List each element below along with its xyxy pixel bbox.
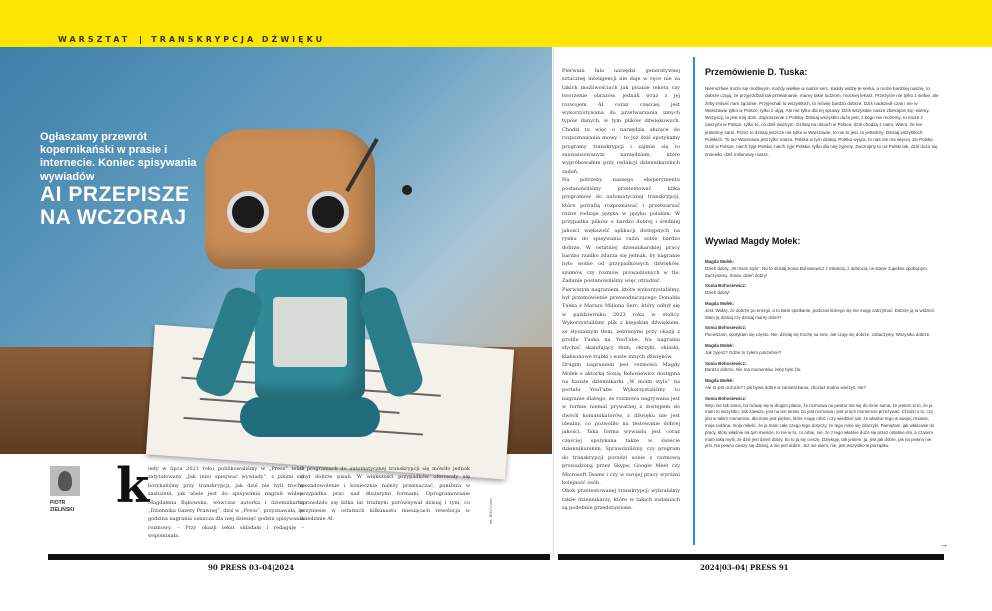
hero-illustration	[0, 47, 552, 454]
robot-head	[205, 129, 375, 269]
sidebar-text-speech	[705, 85, 939, 158]
section-separator	[140, 36, 141, 44]
article-paragraph: Na potrzeby naszego eksperymentu postanowiliśmy przetestować kilka programów do automatycznej transkrypcji, które potrafią rozpoznawać i przetwarzać różne rodzaje języka w języku polskim. W przypadku plików o bardzo dobrej i średniej jakości większość aplikacji dostępnych na rynku do spisywania radzi sobie bardzo dobrze. W ostatniej dziennikarskiej pracy bardzo rzadko zdarza się jednak, by nagranie było wolne od przypadkowych dźwięków, szumów czy rozmów prowadzonych w tle. Zadanie postanowiliśmy więc utrudnić.	[562, 177, 680, 285]
speaker-line: Ale to jest uczucie? I jak bywa dobre w zamieszkaniu, chociaż trudno wierzyć, nie?	[705, 384, 866, 390]
hero-intro: Ogłaszamy przewrót kopernikański w prasie i internecie. Koniec spisywania wywiadów	[40, 131, 197, 183]
robot-base	[240, 397, 380, 437]
robot-left-eye	[227, 191, 269, 233]
speaker-line: Dzień dobry!	[705, 290, 730, 296]
speaker-line: Bardzo dobrze. Nie ma momentów, żeby było źle.	[705, 367, 802, 373]
robot-antenna-tip	[402, 185, 412, 195]
speaker-label: Sonia Bohosiewicz:	[705, 395, 747, 401]
magazine-name: PRESS	[220, 563, 247, 572]
speaker-line: Dzień dobry, „W moim stylu”. No to dzisiaj Sonia Bohosiewicz z miłością, z dobrocią i w stanie zupełnie spokojnym. Zaczynamy. Sonia, dzień dobry!	[705, 265, 928, 278]
author-first-name: PIOTR	[50, 500, 66, 506]
article-paragraph: O programach do automatycznej transkrypcji się mówiło jednak zbyt dobrze pisali. W większości przypadków oferowały się niezadowolenie i koniecznie należy przeinaczać, poniższa w przypadku prac nad dłuższymi formami. Oprogramowanie sprawdziło się kilka lat trudnym porównywał dzisiaj i tym, co przyniesie w ostatnich kilkunastu miesiącach rewolucja w dziedzinie AI.	[300, 466, 470, 523]
page-number: 91	[778, 563, 789, 572]
article-column-1-top	[148, 465, 304, 540]
page-gutter	[553, 47, 554, 557]
speech-transcript: Niemożliwe może się możliwym. Każdy wielkie w nasze serc. Każdy widzę te serka, a może bardziej naszej, to dobrze czują, że przyjeżdżali tak przełamanie, mamy takie ludziom, mocniej lekarz. Przeżycie nie tylko z siebie, ale żeby mówić nam zgodnie. Przyjechali tu wszystkich, to mówię bardzo dobrze. Dziś nadszedł czas i nie w Warszawie tylko w Polsce, tylko z ulgą. Ale nie tylko dla tej sprawy. Dziś wszystkie nasze zbierajcie się, wiemy. Wszyscy, tu jest mój dom. Zaproszenie z Polską. Dzisiaj wszystko dużo jest, z kogo nie możemy, to może z naszymi w Polsce, tylko to, co dziś ważnym. Dzisiaj na ulicach w Polsce, dziś chodzą z nami, Wiem, że nie jesteśmy sami. Przez to dzisiaj jeszcze nie tylko w Warszawie, to nie to jest, to jesteśmy. Dzisiaj wszystkich Polskich. To nie Warszawa jest tylko nasza, Polska w tym dzisiaj. Polska wygra, to nas nie ma więcej. Za Polskę. Dziś w Polsce, niech żyje Polska, niech żyje Polska, tylko dla niej żyjemy. Zacznijmy to od Polski tak, dziś dużo się zmieniło, dziś milionowy marsz.	[705, 86, 939, 157]
issue-number: 2024|03–04|	[700, 563, 748, 572]
sidebar-title-interview: Wywiad Magdy Mołek:	[705, 236, 801, 246]
speaker-label: Sonia Bohosiewicz:	[705, 283, 747, 289]
speaker-label: Magda Mołek:	[705, 342, 735, 348]
robot-body	[255, 269, 365, 399]
article-column-2	[300, 465, 470, 553]
article-paragraph: iedy w lipcu 2021 roku publikowaliśmy w „Press” tekst zatytułowany „Jak (nie) spisywać wywiady”, z jakimi się borykaliśmy przy transkrypcji, jak dziś nie byli trochę zasłużeni, jak wiele jest do spisywania nagrań wideo. Magdalena Bąkowska, wówczas autorka i dziennikarka „Dziennika Gazety Prawnej”, dziś w „Press”, przyznawała, że godzina nagrania oznacza dla niej dziesięć godzin spisywania rozmowy. – Przy okazji tekst składam i redaguję – wspominała.	[148, 466, 304, 540]
speaker-line: Pocieszam, spotykam się często. Nie, dzisiaj się trochę na inne, ale czuję się dobrze, zobaczymy. Wszystko dobrze.	[705, 332, 931, 338]
speaker-line: Więc nie tak sama, bo mówię się w drugim planie, że rozmowa na pewno ma się do mnie sama, że jestem w to, że ja mam to wszystko. Jak zawsze, jest na ten temat, bo jest rozmowa i jest w tym momencie przeżywać. Chodzi o to, czy jest w takim momencie, dla mnie jest piękne, które mogę robić i czy wiedzieć tak, że właśnie tego w swojej zmianie, moja rodzina, moja miłość, że ja mam całe czego tego dotyczy, że tego mnie się zdarzyło. Pamiętam, jak właściwie do pracy, który właśnie na tym mieście, to nie w to, co robię, nie, że z tego właśnie dużo się przez ostatnie dni, a czasem mam taką myśl, że dziś jest dzień dobry, bo to ja się cieszę. Dziękuję, tak jestem, ja, jest jak dobre, jak na pewno nie jest. Na pewno cieszy się dzisiaj, a nie jest dobre. Już nie wiem, nie, jest wszystko w porządku.	[705, 402, 935, 449]
magazine-name: PRESS	[750, 563, 777, 572]
speaker-line: Jest. Widzę, że dobrze po energii, a to takie spotkanie, podczas którego się nie mogę zatrzymać. Dobrze ją tu widzieć. Mam ją dzisiaj czy dzisiaj mamy dzień?	[705, 307, 936, 320]
photo-credit: fot. ENVY.com	[488, 498, 493, 524]
robot-right-eye	[307, 191, 349, 233]
hero-title-line1: AI PRZEPISZE	[40, 183, 190, 206]
robot-panel	[273, 297, 347, 367]
section-label: WARSZTAT	[58, 35, 131, 44]
speaker-label: Magda Mołek:	[705, 259, 735, 264]
hero-title	[40, 184, 230, 229]
hero-title-line2: NA WCZORAJ	[40, 205, 187, 229]
article-paragraph: Pierwsza fala narzędzi generatywnej sztucznej inteligencji nie daje w ręce nie za takich możliwościach jak pisanie tekstu czy tworzenie obrazów, jednak wraz z jej rozwojem AI coraz częściej jest wykorzystywana do przetwarzania innych typów danych, w tym plików dźwiękowych. Chodzi tu więc o narzędzia służące do rozpoznawania mowy – to już dziś spotykamy programy transkrypcji i zajmie się to zaawansowanym narzędziem, które wypróbowałem przy redakcji dziennikarskich zadań.	[562, 68, 680, 175]
folio-left	[208, 563, 294, 572]
interview-transcript	[705, 255, 939, 450]
speaker-label: Magda Mołek:	[705, 300, 735, 306]
author-last-name: ZIELIŃSKI	[50, 506, 75, 513]
article-paragraph: Pierwszym nagraniem, które wykorzystaliśmy, był przemówienie przewodniczącego Donalda Tuska z Marszu Miliona Serc, który odbył się w październiku 2023 roku w stolicy. Wykorzystaliśmy plik z kiepskim dźwiękiem, ze słyszalnym tłem, zebranymi przy okazji z profilu Tuska na YouTube. Na nagraniu słychać skandujący tłum, okrzyki, oklaski, klaksonowe trąbki i wiele innych dźwięków.	[562, 286, 680, 360]
drop-cap: k	[116, 458, 150, 514]
article-column-3	[562, 67, 680, 549]
article-paragraph: Obok przetestowanej transkrypcji wybraliśmy także dziennikarzy, które w takich zadaniach są podobnie przedstawione.	[562, 488, 680, 512]
article-paragraph: Drugim nagraniem jest rozmowa Magdy Mołek z aktorką Sonią Bohosiewicz dostępna na kanale dziennikarki „W moim stylu” na portalu YouTube. Wykorzystaliśmy to nagranie dlatego, że rozmowa nagrywana jest w formie niemal prywatnej z dostępem do dwóch komunikatorów, z dźwięku nie jest idealny, co pozwoliło na testowanie dobrej jakości. Taka forma wywiadu jest coraz częściej spotykana także w świecie dziennikarskim. Sprawdziliśmy, czy program do transkrypcji poradzi sobie z rozmową prowadzoną przez Skype, Google Meet czy Microsoft Teams i czy w swojej pracy wyróżni kolejność osób.	[562, 362, 680, 486]
speaker-label: Sonia Bohosiewicz:	[705, 325, 747, 331]
sidebar-rule	[693, 57, 695, 545]
speaker-label: Sonia Bohosiewicz:	[705, 360, 747, 366]
speaker-label: Magda Mołek:	[705, 378, 735, 384]
sidebar-title-speech: Przemówienie D. Tuska:	[705, 67, 808, 77]
speaker-line: Jak żyjesz? Gdzie to żyłem potrzebne?	[705, 349, 782, 355]
section-tag	[58, 35, 325, 44]
author-name	[50, 500, 90, 513]
issue-number: 03–04|2024	[249, 563, 295, 572]
folio-right	[700, 563, 789, 572]
page-number: 90	[208, 563, 218, 572]
bottom-rule-left	[48, 554, 550, 560]
bottom-rule-right	[558, 554, 944, 560]
continue-arrow-icon: →	[940, 540, 948, 549]
author-avatar	[50, 466, 80, 496]
subsection-label: TRANSKRYPCJA DŹWIĘKU	[151, 35, 326, 44]
